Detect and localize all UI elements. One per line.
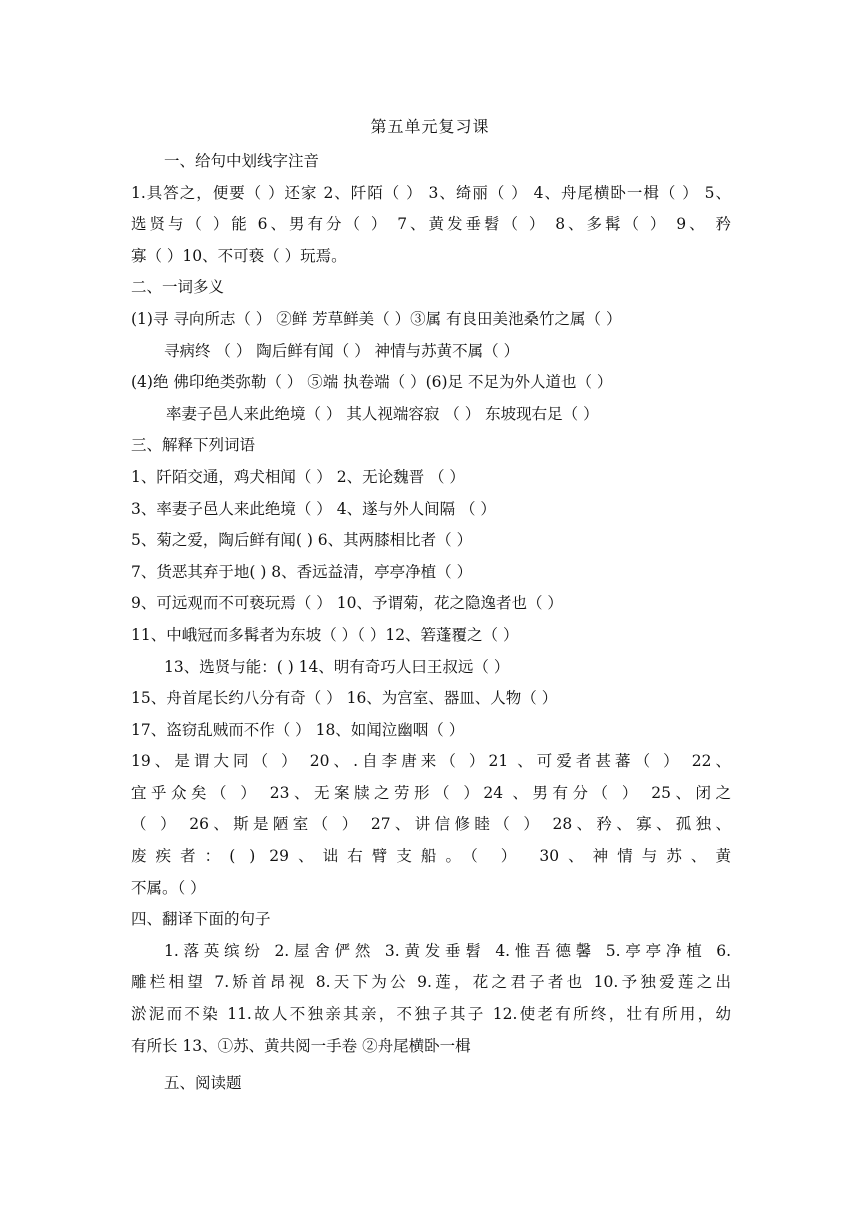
- text-line: 寻病终 （ ） 陶后鲜有闻（ ） 神情与苏黄不属（ ）: [164, 341, 520, 360]
- text-line: 率妻子邑人来此绝境（ ） 其人视端容寂 （ ） 东坡现右足（ ）: [166, 404, 599, 423]
- section-heading-1: 一、给句中划线字注音: [164, 152, 320, 170]
- text-line: 15、舟首尾长约八分有奇（ ） 16、为宫室、器皿、人物（ ）: [131, 689, 558, 708]
- text-line: 7、货恶其弃于地( ) 8、香远益清，亭亭净植（ ）: [131, 562, 473, 581]
- text-line: 寡（ ）10、不可亵（ ）玩焉。: [131, 246, 347, 265]
- section-heading-3: 三、解释下列词语: [131, 436, 256, 455]
- text-line: 1、阡陌交通，鸡犬相闻（ ） 2、无论魏晋 （ ）: [131, 467, 465, 486]
- text-line: (4)绝 佛印绝类弥勒（ ） ⑤端 执卷端（ ）(6)足 不足为外人道也（ ）: [131, 373, 613, 392]
- text-line: 1.具答之，便要（ ）还家 2、阡陌（ ） 3、绮丽（ ） 4、舟尾横卧一楫（ ） 5、: [131, 183, 731, 202]
- text-line: 9、可远观而不可亵玩焉（ ） 10、予谓菊，花之隐逸者也（ ）: [131, 594, 563, 613]
- text-line: 雕栏相望 7.矫首昂视 8.天下为公 9.莲，花之君子者也 10.予独爱莲之出: [131, 973, 731, 992]
- section-heading-4: 四、翻译下面的句子: [131, 910, 271, 929]
- text-line: (1)寻 寻向所志（ ） ②鲜 芳草鲜美（ ）③属 有良田美池桑竹之属（ ）: [131, 309, 622, 328]
- text-line: 3、率妻子邑人来此绝境（ ） 4、遂与外人间隔 （ ）: [131, 499, 496, 518]
- section-heading-2: 二、一词多义: [131, 278, 225, 297]
- document-body: [131, 146, 731, 1100]
- text-line: 11、中峨冠而多髯者为东坡（ ）（ ）12、箬蓬覆之（ ）: [131, 625, 519, 644]
- text-line: 废疾者：( ) 29、诎右臂支船。（ ） 30、神情与苏、黄: [131, 847, 731, 866]
- text-line: 选贤与（ ）能 6、男有分（ ） 7、黄发垂髫（ ） 8、多髯（ ） 9、 矜: [131, 215, 731, 234]
- text-line: 1.落英缤纷 2.屋舍俨然 3.黄发垂髫 4.惟吾德馨 5.亭亭净植 6.: [164, 941, 731, 960]
- text-line: 5、菊之爱，陶后鲜有闻( ) 6、其两膝相比者（ ）: [131, 531, 473, 550]
- text-line: 19、是谓大同（ ） 20、.自李唐来（ ）21 、可爱者甚蕃（ ） 22、: [131, 752, 731, 771]
- text-line: （ ） 26、斯是陋室（ ） 27、讲信修睦（ ） 28、矜、寡、孤独、: [131, 815, 731, 834]
- text-line: 有所长 13、①苏、黄共阅一手卷 ②舟尾横卧一楫: [131, 1036, 471, 1055]
- text-line: 宜乎众矣（ ） 23、无案牍之劳形（ ）24 、男有分（ ） 25、闭之: [131, 783, 731, 802]
- text-line: 不属。（ ）: [131, 878, 206, 897]
- section-heading-5: 五、阅读题: [164, 1074, 242, 1093]
- text-line: 13、选贤与能：( ) 14、明有奇巧人曰王叔远（ ）: [164, 657, 510, 676]
- text-line: 淤泥而不染 11.故人不独亲其亲，不独子其子 12.使老有所终，壮有所用，幼: [131, 1005, 731, 1024]
- text-line: 17、盗窃乱贼而不作（ ） 18、如闻泣幽咽（ ）: [131, 720, 465, 739]
- page-title: 第五单元复习课: [370, 117, 490, 136]
